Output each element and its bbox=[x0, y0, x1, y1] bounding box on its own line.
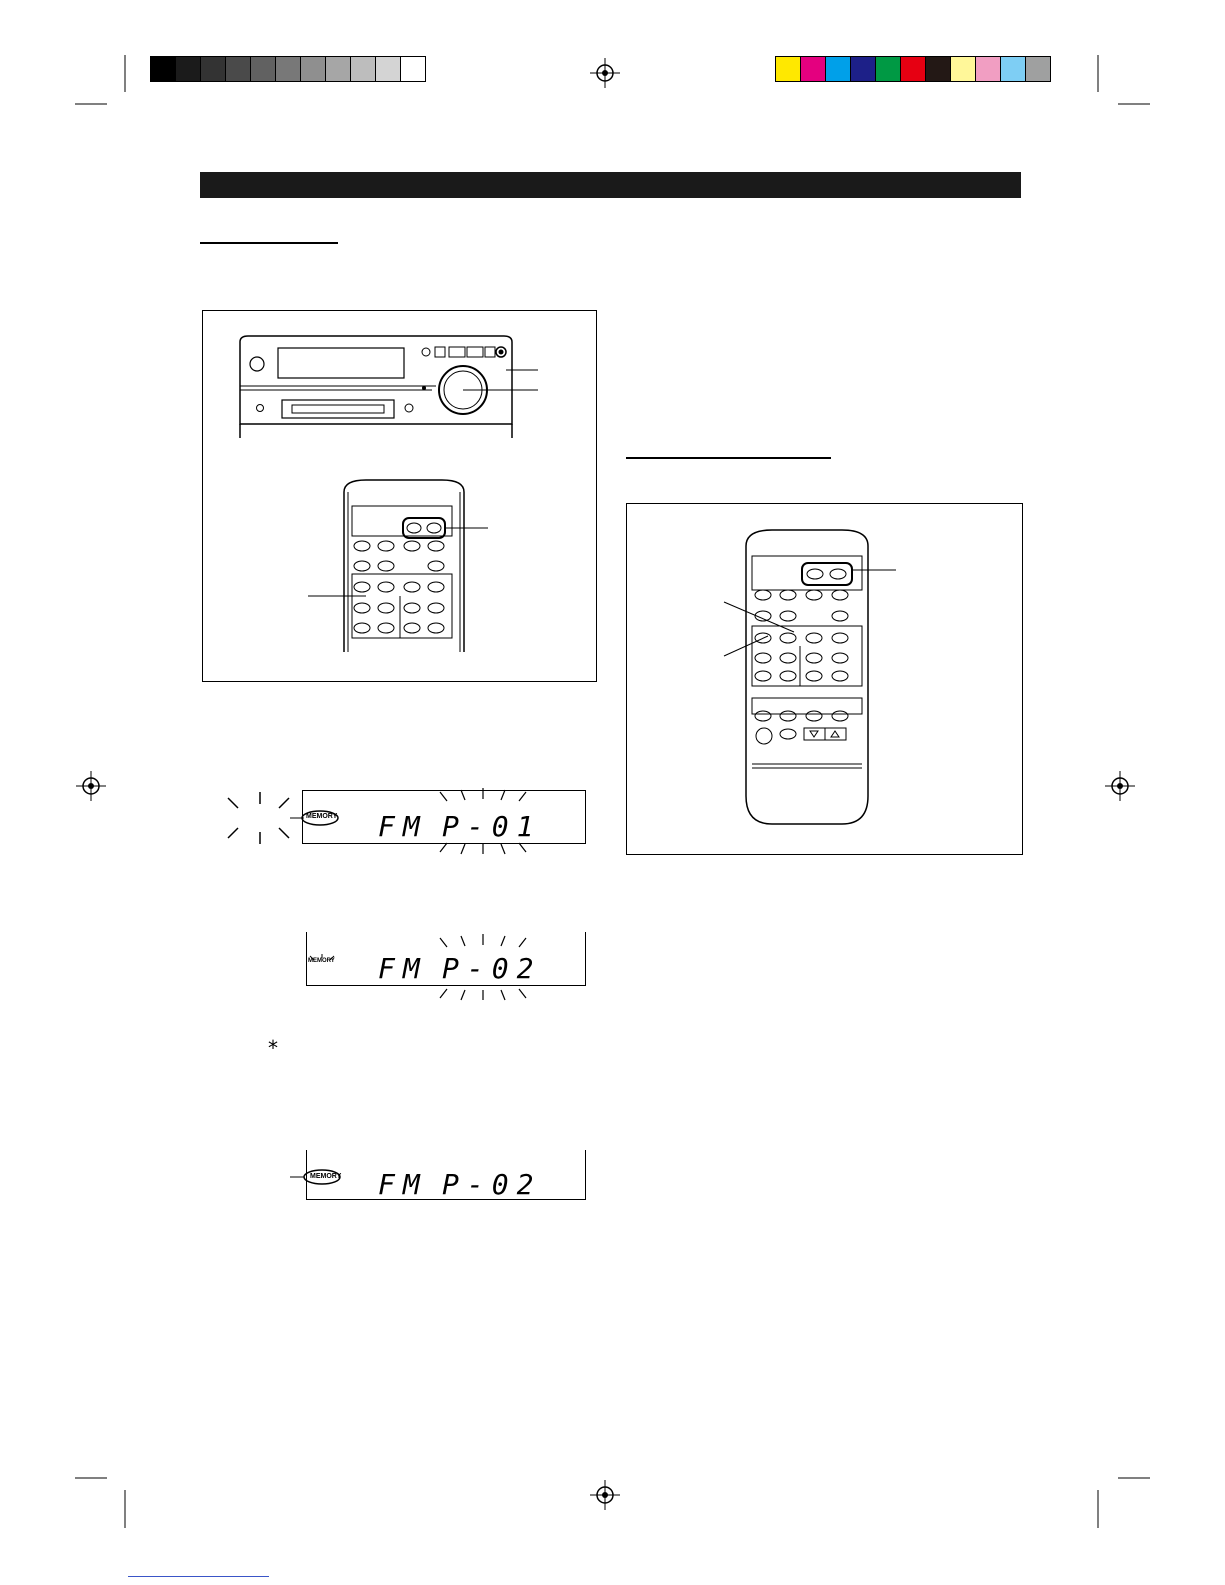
display-1-badge: MEMORY bbox=[306, 813, 338, 820]
display-1-band: FM bbox=[378, 810, 428, 843]
note-asterisk: * bbox=[268, 1036, 278, 1060]
display-2-badge: MEMORY bbox=[308, 958, 335, 964]
left-heading-rule bbox=[200, 242, 338, 244]
remote-callout-lines-right bbox=[724, 600, 804, 660]
display-2-preset: P-02 bbox=[442, 952, 542, 985]
right-heading-rule bbox=[626, 457, 831, 459]
remote-callout-line-left bbox=[308, 594, 368, 598]
display-3-badge: MEMORY bbox=[310, 1173, 342, 1180]
flash-rays-left bbox=[223, 790, 295, 846]
section-header-bar bbox=[200, 172, 1021, 198]
remote-illustration-large bbox=[716, 526, 916, 828]
main-unit-illustration bbox=[236, 334, 548, 442]
display-3-band: FM bbox=[378, 1168, 428, 1201]
display-1-preset: P-01 bbox=[442, 810, 542, 843]
footer-link-underline bbox=[128, 1576, 269, 1577]
display-3-preset: P-02 bbox=[442, 1168, 542, 1201]
remote-illustration-small bbox=[342, 478, 512, 652]
display-2-band: FM bbox=[378, 952, 428, 985]
